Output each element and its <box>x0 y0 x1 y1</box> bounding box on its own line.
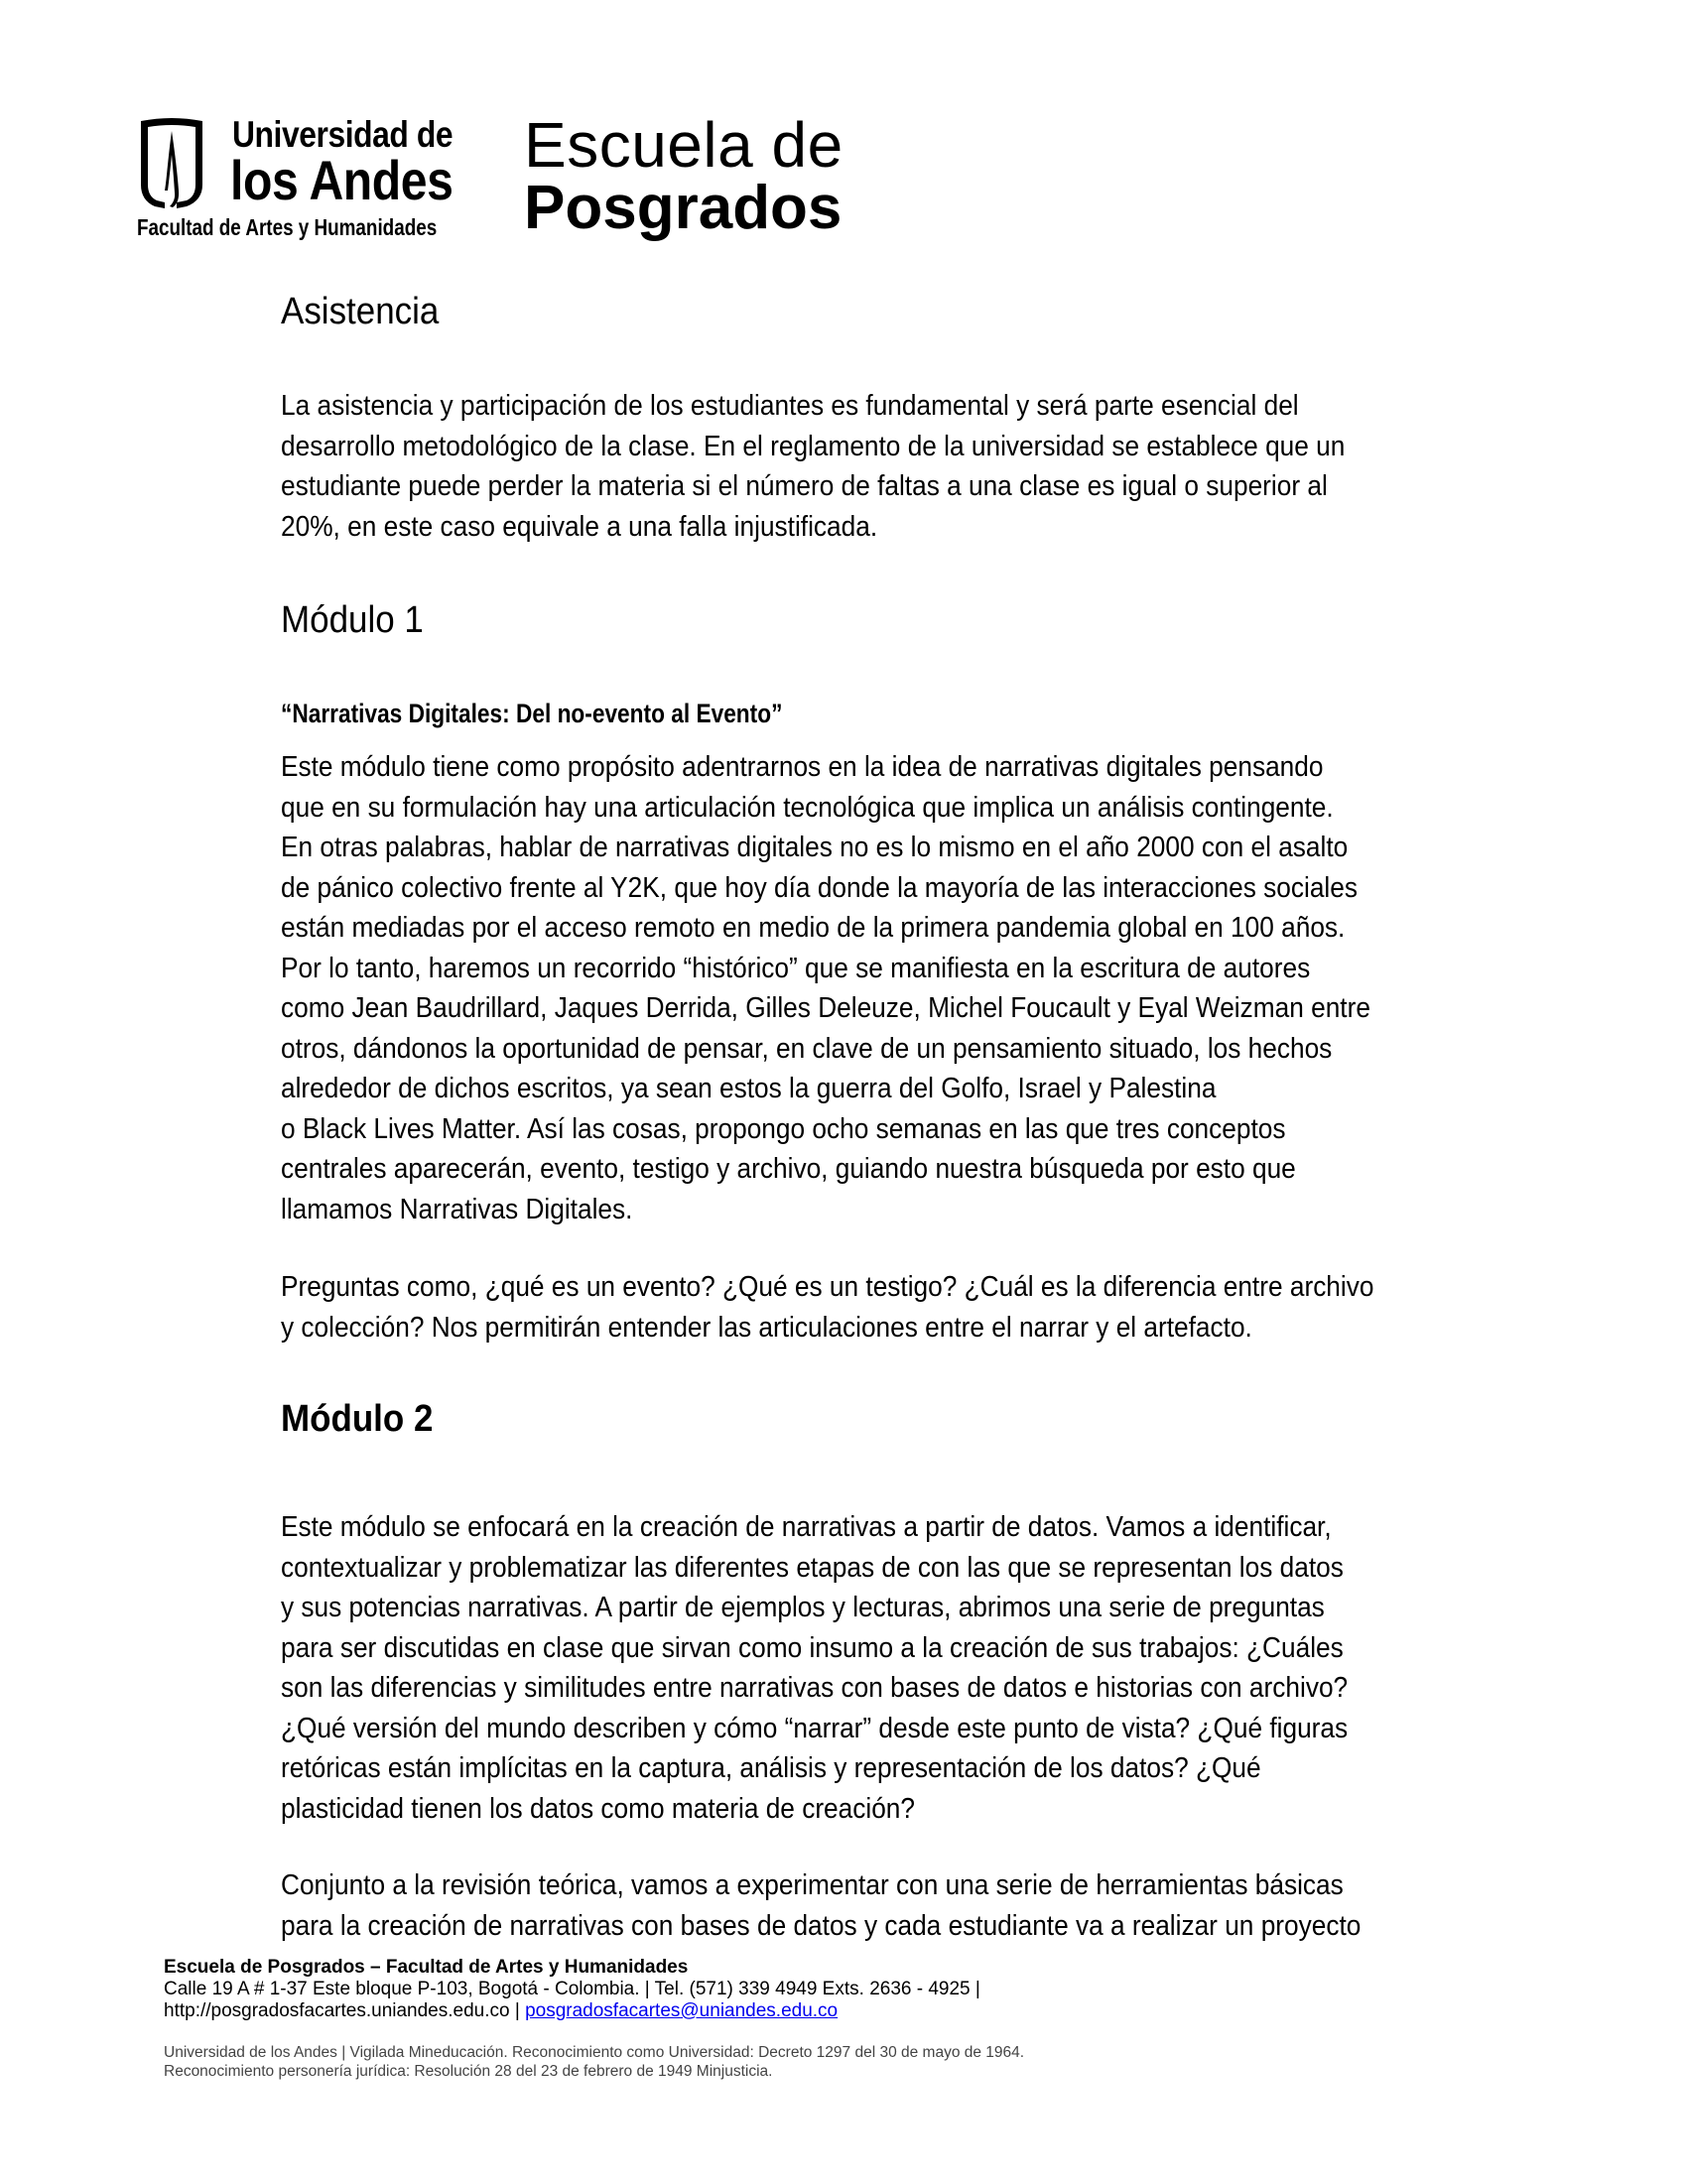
asistencia-paragraph <box>281 386 1531 547</box>
text-line: que en su formulación hay una articulación tecnológica que implica un análisis contingente. <box>281 791 1334 824</box>
text-line: Este módulo tiene como propósito adentrarnos en la idea de narrativas digitales pensando <box>281 751 1324 783</box>
modulo-2-paragraph-2 <box>281 1865 1531 1946</box>
text-line: En otras palabras, hablar de narrativas digitales no es lo mismo en el año 2000 con el asalto <box>281 832 1349 863</box>
school-name-line1: Escuela de <box>524 109 844 181</box>
section-heading-modulo-2: Módulo 2 <box>281 1398 434 1440</box>
text-line: Por lo tanto, haremos un recorrido “histórico” que se manifiesta en la escritura de autores <box>281 952 1311 984</box>
text-line: ¿Qué versión del mundo describen y cómo “narrar” desde este punto de vista? ¿Qué figuras <box>281 1712 1349 1744</box>
footer-legal-line-2: Reconocimiento personería jurídica: Resolución 28 del 23 de febrero de 1949 Minjusticia. <box>164 2063 773 2080</box>
modulo-1-paragraph-2 <box>281 1267 1531 1348</box>
text-line: llamamos Narrativas Digitales. <box>281 1193 633 1225</box>
text-line: estudiante puede perder la materia si el número de faltas a una clase es igual o superior al <box>281 470 1328 502</box>
section-heading-modulo-1: Módulo 1 <box>281 599 424 641</box>
footer-email-link[interactable]: posgradosfacartes@uniandes.edu.co <box>525 2000 839 2021</box>
text-line: para la creación de narrativas con bases de datos y cada estudiante va a realizar un proyecto <box>281 1909 1362 1942</box>
text-line: Conjunto a la revisión teórica, vamos a experimentar con una serie de herramientas básicas <box>281 1869 1344 1901</box>
text-line: o Black Lives Matter. Así las cosas, propongo ocho semanas en las que tres conceptos <box>281 1112 1286 1145</box>
text-line: alrededor de dichos escritos, ya sean estos la guerra del Golfo, Israel y Palestina <box>281 1073 1217 1104</box>
university-name-line2: los Andes <box>230 149 454 211</box>
modulo-1-paragraph-1 <box>281 747 1531 1229</box>
school-name-line2: Posgrados <box>524 174 843 242</box>
text-line: son las diferencias y similitudes entre narrativas con bases de datos e historias con archivo? <box>281 1672 1349 1704</box>
text-line: 20%, en este caso equivale a una falla injustificada. <box>281 510 878 543</box>
text-line: Este módulo se enfocará en la creación de narrativas a partir de datos. Vamos a identificar, <box>281 1511 1332 1543</box>
footer-links <box>164 2000 1024 2022</box>
modulo-2-paragraph-1 <box>281 1507 1531 1829</box>
uniandes-logo <box>137 115 474 244</box>
footer-title: Escuela de Posgrados – Facultad de Artes y Humanidades <box>164 1957 689 1978</box>
footer-legal <box>164 2043 1024 2081</box>
footer-legal-line-1: Universidad de los Andes | Vigilada Mineducación. Reconocimiento como Universidad: Decreto 1297 del 30 de mayo de 1964. <box>164 2044 1025 2061</box>
footer-separator: | <box>509 2000 526 2021</box>
modulo-1-subtitle: “Narrativas Digitales: Del no-evento al Evento” <box>281 699 783 728</box>
text-line: centrales aparecerán, evento, testigo y archivo, guiando nuestra búsqueda por esto que <box>281 1153 1296 1185</box>
text-line: como Jean Baudrillard, Jaques Derrida, Gilles Deleuze, Michel Foucault y Eyal Weizman entre <box>281 992 1370 1024</box>
text-line: desarrollo metodológico de la clase. En el reglamento de la universidad se establece que un <box>281 430 1346 462</box>
university-name-line1: Universidad de <box>232 114 454 155</box>
page-footer <box>164 1957 1024 2081</box>
uniandes-shield-icon <box>137 115 206 210</box>
text-line: están mediadas por el acceso remoto en medio de la primera pandemia global en 100 años. <box>281 912 1346 944</box>
text-line: y colección? Nos permitirán entender las articulaciones entre el narrar y el artefacto. <box>281 1311 1252 1344</box>
footer-address: Calle 19 A # 1-37 Este bloque P-103, Bogotá - Colombia. | Tel. (571) 339 4949 Exts. 2636 - 4925 | <box>164 1979 980 1999</box>
text-line: plasticidad tienen los datos como materia de creación? <box>281 1792 916 1825</box>
text-line: otros, dándonos la oportunidad de pensar, en clave de un pensamiento situado, los hechos <box>281 1032 1333 1065</box>
footer-website: http://posgradosfacartes.uniandes.edu.co <box>164 2000 510 2021</box>
text-line: Preguntas como, ¿qué es un evento? ¿Qué es un testigo? ¿Cuál es la diferencia entre archivo <box>281 1271 1374 1303</box>
text-line: y sus potencias narrativas. A partir de ejemplos y lecturas, abrimos una serie de preguntas <box>281 1592 1325 1623</box>
text-line: contextualizar y problematizar las diferentes etapas de con las que se representan los datos <box>281 1551 1344 1584</box>
text-line: retóricas están implícitas en la captura, análisis y representación de los datos? ¿Qué <box>281 1752 1261 1784</box>
text-line: para ser discutidas en clase que sirvan como insumo a la creación de sus trabajos: ¿Cuáles <box>281 1631 1344 1664</box>
faculty-name: Facultad de Artes y Humanidades <box>137 214 438 240</box>
text-line: La asistencia y participación de los estudiantes es fundamental y será parte esencial del <box>281 390 1299 422</box>
section-heading-asistencia: Asistencia <box>281 291 440 332</box>
text-line: de pánico colectivo frente al Y2K, que hoy día donde la mayoría de las interacciones sociales <box>281 871 1358 904</box>
